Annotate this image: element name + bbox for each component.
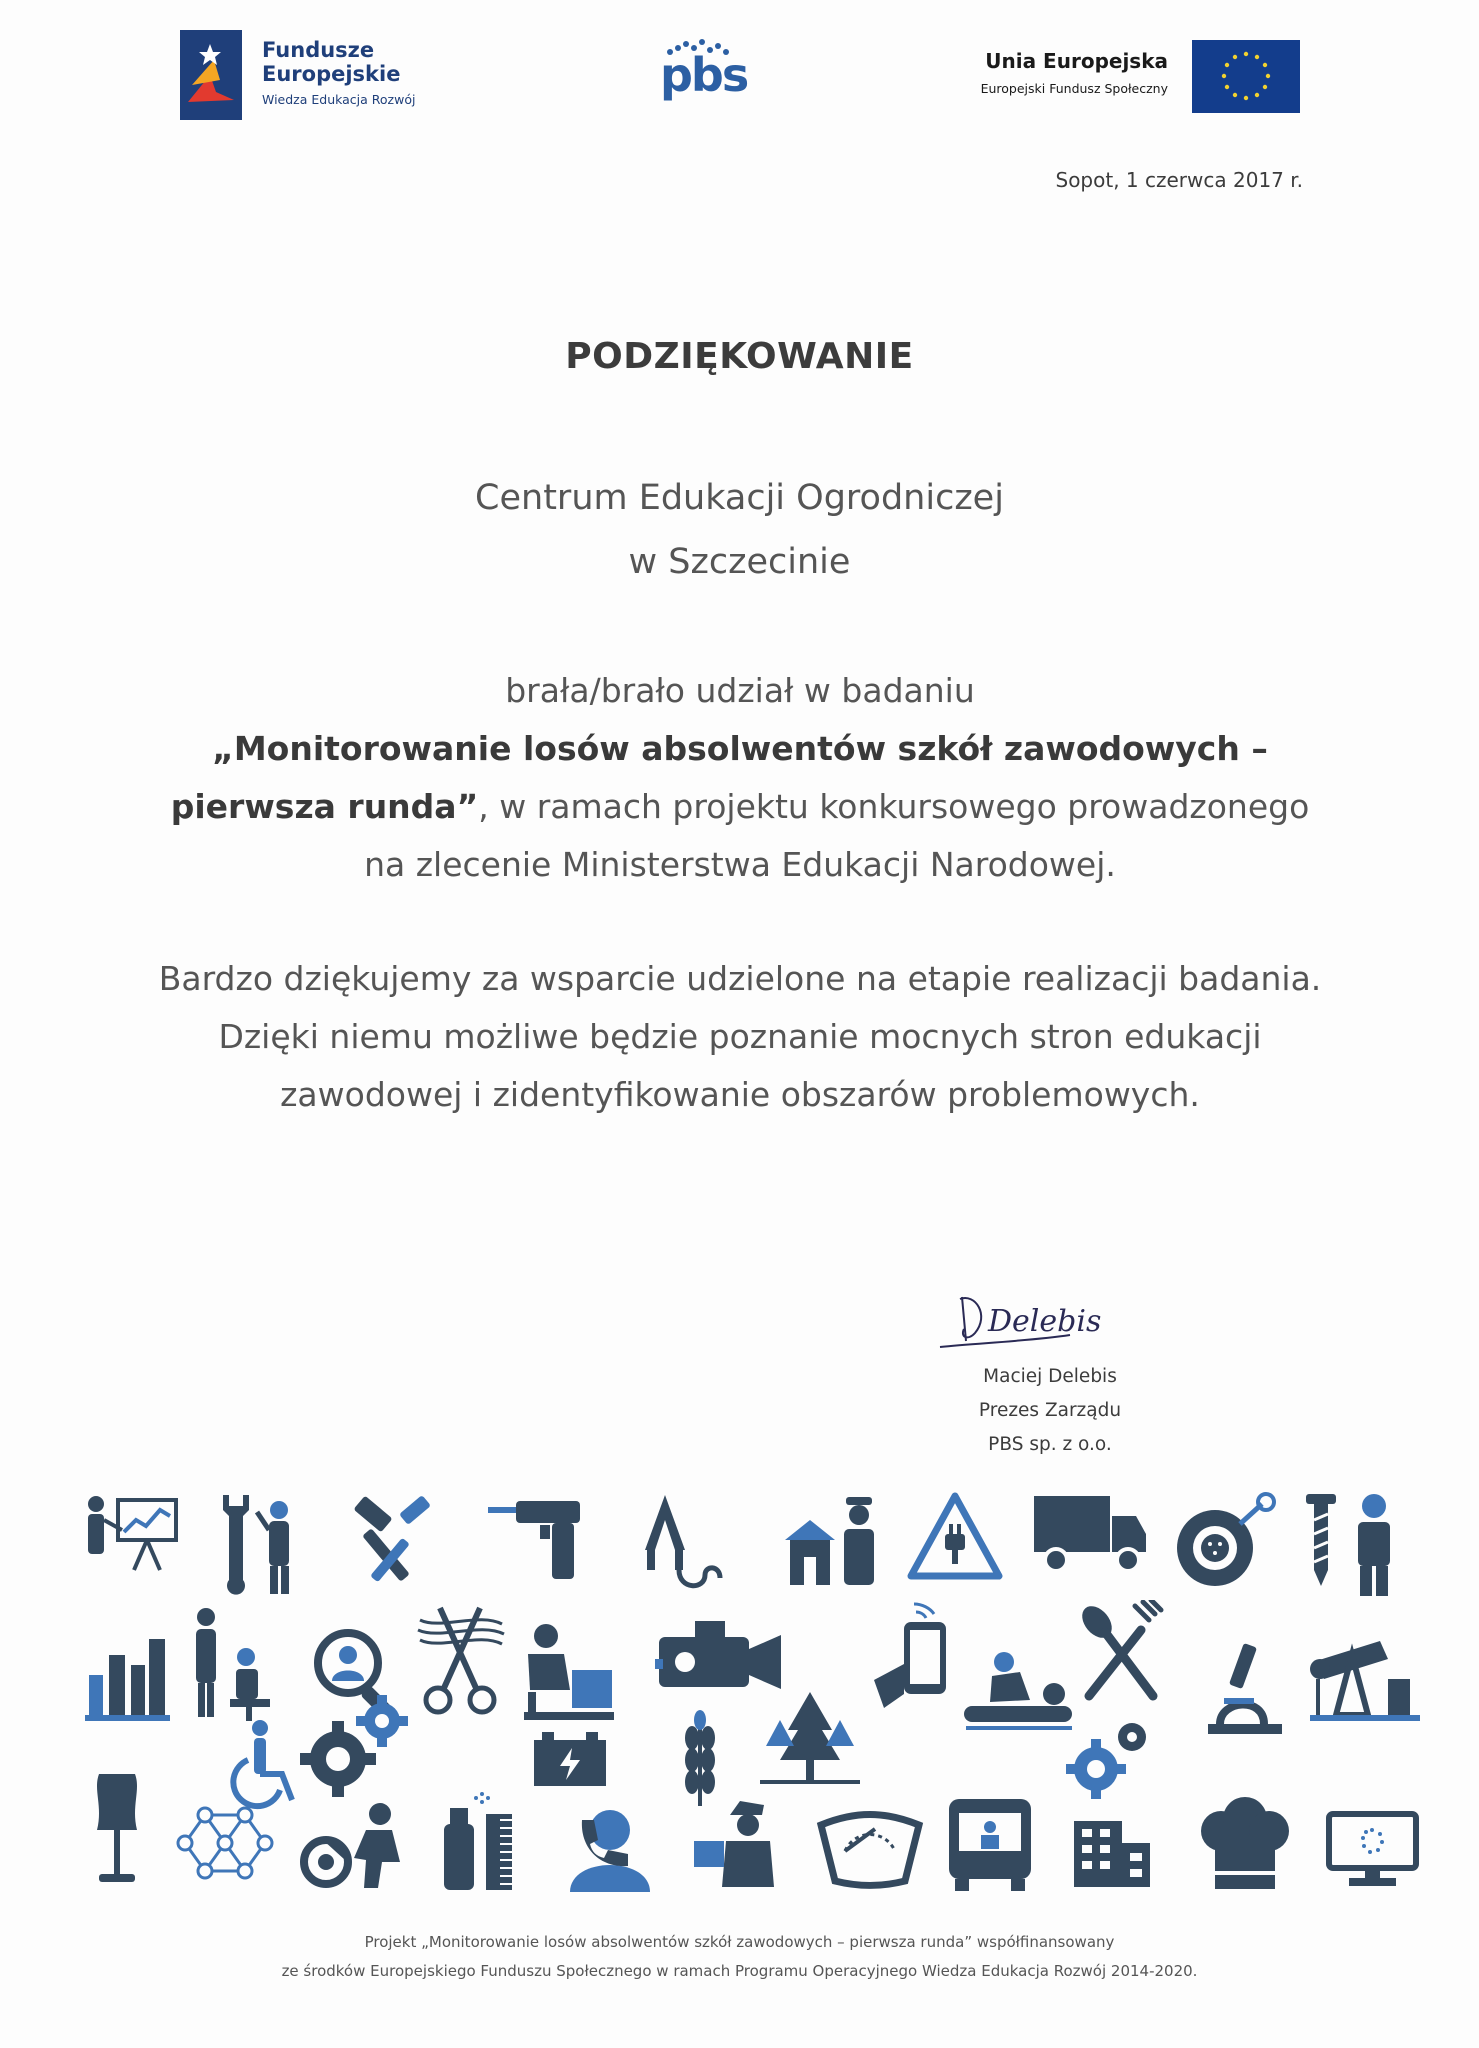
mechanic-wrench-icon	[215, 1490, 305, 1600]
footer-line-2: ze środków Europejskiego Funduszu Społecznego w ramach Programu Operacyjnego Wiedza Edukacja Rozwój 2014-2020.	[281, 1962, 1198, 1980]
fe-subtitle: Wiedza Edukacja Rozwój	[262, 92, 416, 107]
farmer-house-icon	[780, 1495, 880, 1595]
presenter-chart-icon	[80, 1490, 180, 1580]
truck-icon	[1030, 1490, 1150, 1580]
footer-line-1: Projekt „Monitorowanie losów absolwentów szkół zawodowych – pierwsza runda” współfinansowany	[364, 1933, 1115, 1951]
eu-subtitle: Europejski Fundusz Społeczny	[980, 81, 1168, 96]
recipient-line-1: Centrum Edukacji Ogrodniczej	[475, 478, 1004, 518]
thanks-paragraph: Bardzo dziękujemy za wsparcie udzielone na etapie realizacji badania. Dzięki niemu możliwe będzie poznanie mocnych stron edukacji zawodowej i zidentyfikowanie obszarów problemowych.	[158, 959, 1322, 1114]
signatory-company: PBS sp. z o.o.	[988, 1434, 1112, 1455]
cable-reel-worker-icon	[300, 1800, 410, 1895]
smartphone-icon	[870, 1600, 960, 1715]
gears-icon	[300, 1695, 410, 1800]
document-date: Sopot, 1 czerwca 2017 r.	[1055, 168, 1303, 192]
fe-title: Fundusze Europejskie	[262, 38, 401, 86]
jumper-cables-icon	[635, 1490, 735, 1600]
phone-operator-icon	[560, 1800, 660, 1895]
signatory-name: Maciej Delebis	[983, 1366, 1117, 1387]
signatory-role: Prezes Zarządu	[978, 1400, 1122, 1421]
drill-icon	[480, 1495, 590, 1585]
microscope-icon	[1200, 1640, 1290, 1740]
mannequin-icon	[85, 1770, 150, 1890]
forest-icon	[760, 1690, 860, 1790]
hammer-tools-icon	[345, 1495, 445, 1590]
monitor-icon	[1325, 1810, 1420, 1890]
recipient-line-2: w Szczecinie	[628, 542, 851, 582]
oil-pump-icon	[1310, 1635, 1420, 1730]
study-title: „Monitorowanie losów absolwentów szkół zawodowych – pierwsza runda”	[170, 729, 1268, 826]
windshield-wiper-icon	[815, 1805, 925, 1890]
footer	[0, 1928, 1479, 1986]
scissors-icon	[410, 1600, 510, 1725]
project-text: , w ramach projektu konkursowego prowadzonego na zlecenie Ministerstwa Edukacji Narodowej.	[364, 787, 1310, 884]
tire-icon	[1170, 1490, 1280, 1590]
chef-hat-icon	[1195, 1795, 1295, 1895]
fork-spoon-icon	[1075, 1600, 1165, 1705]
spray-comb-icon	[440, 1790, 520, 1895]
gear-cog-icon	[1060, 1715, 1160, 1800]
hairdresser-icon	[190, 1605, 280, 1725]
electric-warning-icon	[905, 1490, 1005, 1585]
guard-icon	[690, 1795, 790, 1890]
bus-icon	[945, 1795, 1035, 1895]
page-title: PODZIĘKOWANIE	[565, 336, 914, 377]
eu-title: Unia Europejska	[985, 49, 1168, 73]
intro-text: brała/brało udział w badaniu	[505, 671, 975, 710]
office-worker-icon	[520, 1620, 620, 1725]
industry-bars-icon	[85, 1625, 170, 1725]
worker-screw-icon	[1300, 1490, 1410, 1600]
molecule-icon	[175, 1795, 275, 1890]
pbs-wordmark: pbs	[660, 48, 748, 102]
battery-icon	[530, 1730, 610, 1790]
building-icon	[1070, 1815, 1155, 1890]
svg-text:Delebis: Delebis	[988, 1304, 1102, 1339]
